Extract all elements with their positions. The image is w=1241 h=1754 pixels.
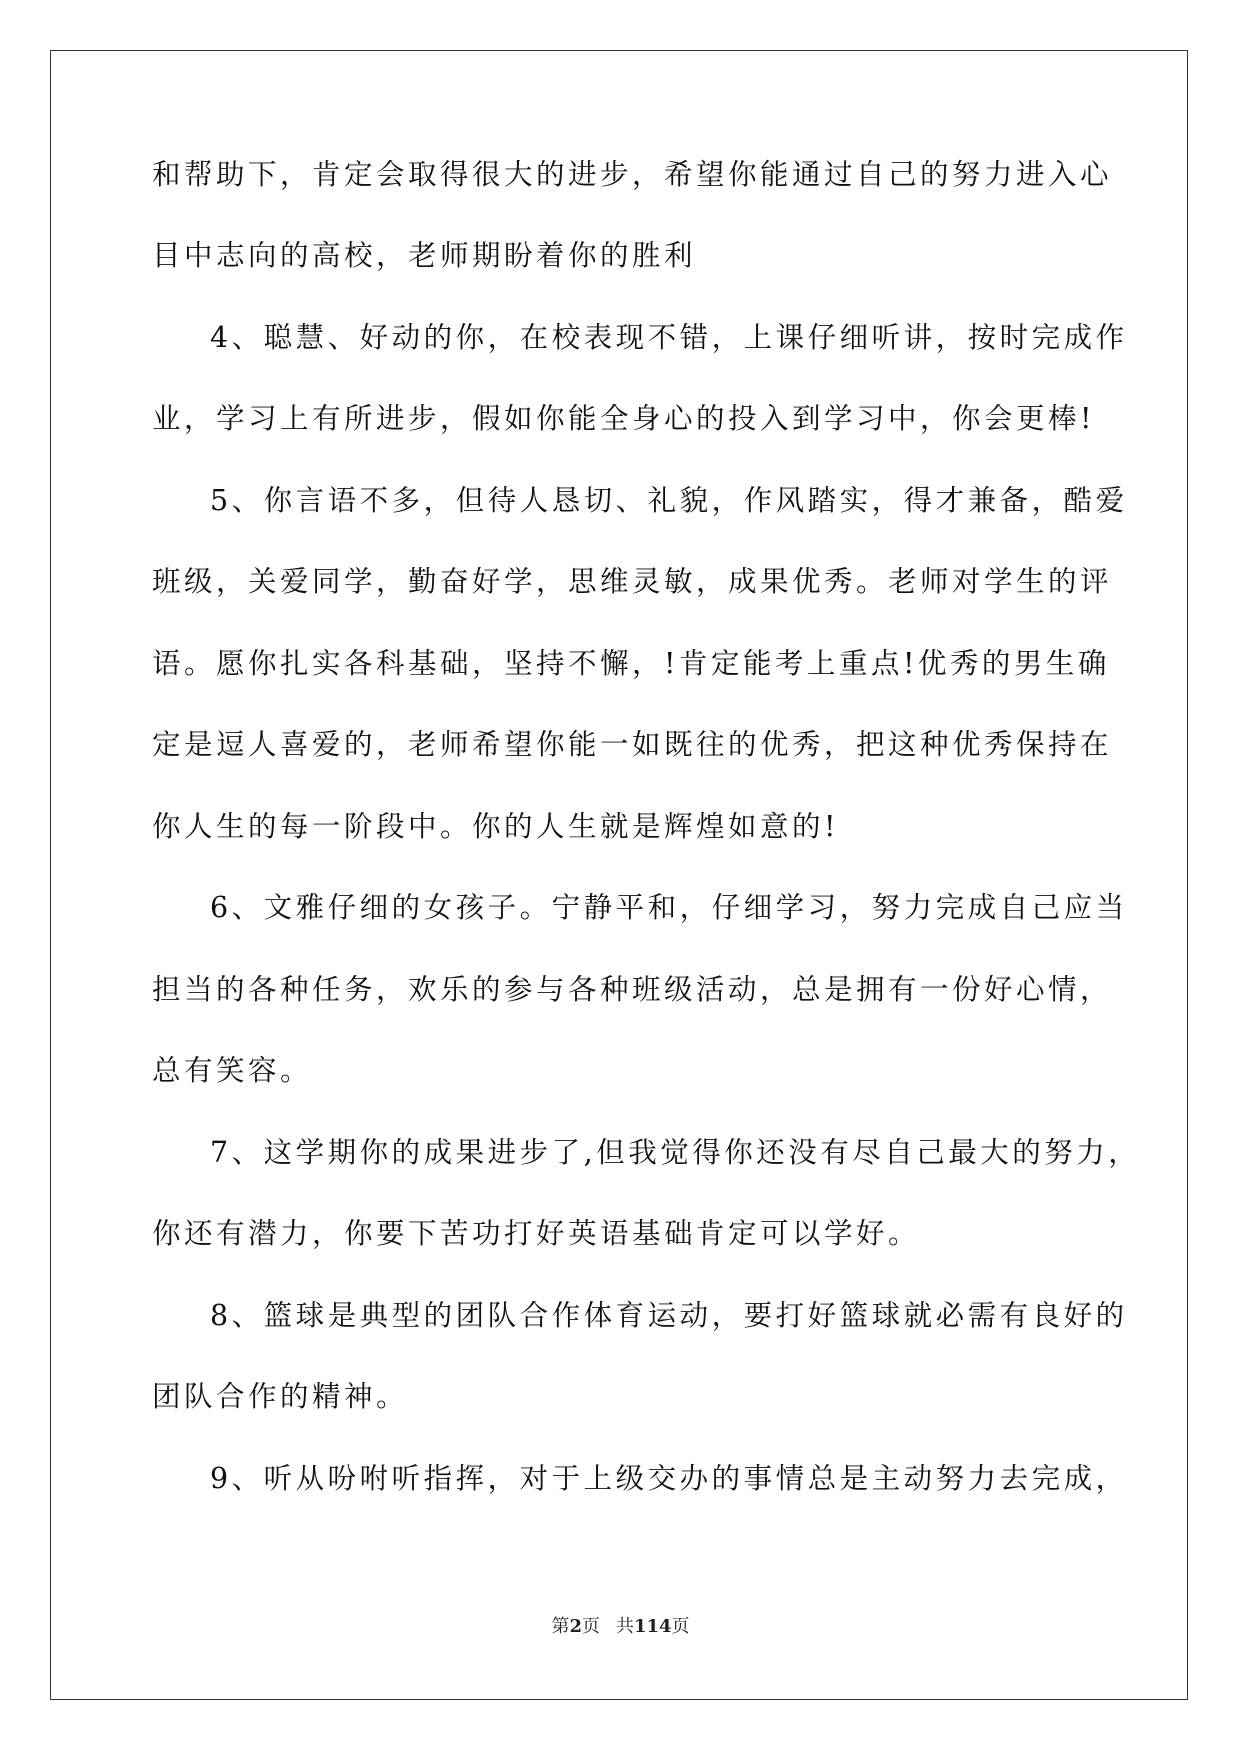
text-line: 5、你言语不多，但待人恳切、礼貌，作风踏实，得才兼备，酷爱 (210, 484, 1128, 517)
text-line: 9、听从吩咐听指挥，对于上级交办的事情总是主动努力去完成， (210, 1462, 1128, 1495)
text-line: 担当的各种任务，欢乐的参与各种班级活动，总是拥有一份好心情， (152, 973, 1113, 1006)
text-line: 你还有潜力，你要下苦功打好英语基础肯定可以学好。 (152, 1217, 921, 1250)
text-line: 8、篮球是典型的团队合作体育运动，要打好篮球就必需有良好的 (210, 1299, 1128, 1332)
page-footer (0, 1612, 1241, 1638)
text-line: 定是逗人喜爱的，老师希望你能一如既往的优秀，把这种优秀保持在 (152, 728, 1113, 761)
text-line: 团队合作的精神。 (152, 1380, 409, 1413)
page-number: 2 (569, 1616, 582, 1637)
text-line: 总有笑容。 (152, 1054, 313, 1087)
text-line: 目中志向的高校，老师期盼着你的胜利 (152, 239, 697, 272)
page-border (50, 50, 1188, 1700)
page-prefix: 第 (551, 1616, 570, 1637)
text-line: 7、这学期你的成果进步了,但我觉得你还没有尽自己最大的努力， (210, 1136, 1141, 1169)
page-suffix: 页 (581, 1616, 600, 1637)
total-suffix: 页 (671, 1616, 690, 1637)
text-line: 你人生的每一阶段中。你的人生就是辉煌如意的! (152, 810, 839, 843)
text-line: 业，学习上有所进步，假如你能全身心的投入到学习中，你会更棒! (152, 402, 1095, 435)
total-pages: 114 (633, 1616, 672, 1637)
total-prefix: 共 (615, 1616, 634, 1637)
text-line: 语。愿你扎实各科基础，坚持不懈，!肯定能考上重点!优秀的男生确 (152, 647, 1110, 680)
text-line: 4、聪慧、好动的你，在校表现不错，上课仔细听讲，按时完成作 (210, 321, 1128, 354)
text-line: 班级，关爱同学，勤奋好学，思维灵敏，成果优秀。老师对学生的评 (152, 565, 1113, 598)
text-line: 和帮助下，肯定会取得很大的进步，希望你能通过自己的努力进入心 (152, 158, 1113, 191)
text-line: 6、文雅仔细的女孩子。宁静平和，仔细学习，努力完成自己应当 (210, 891, 1128, 924)
